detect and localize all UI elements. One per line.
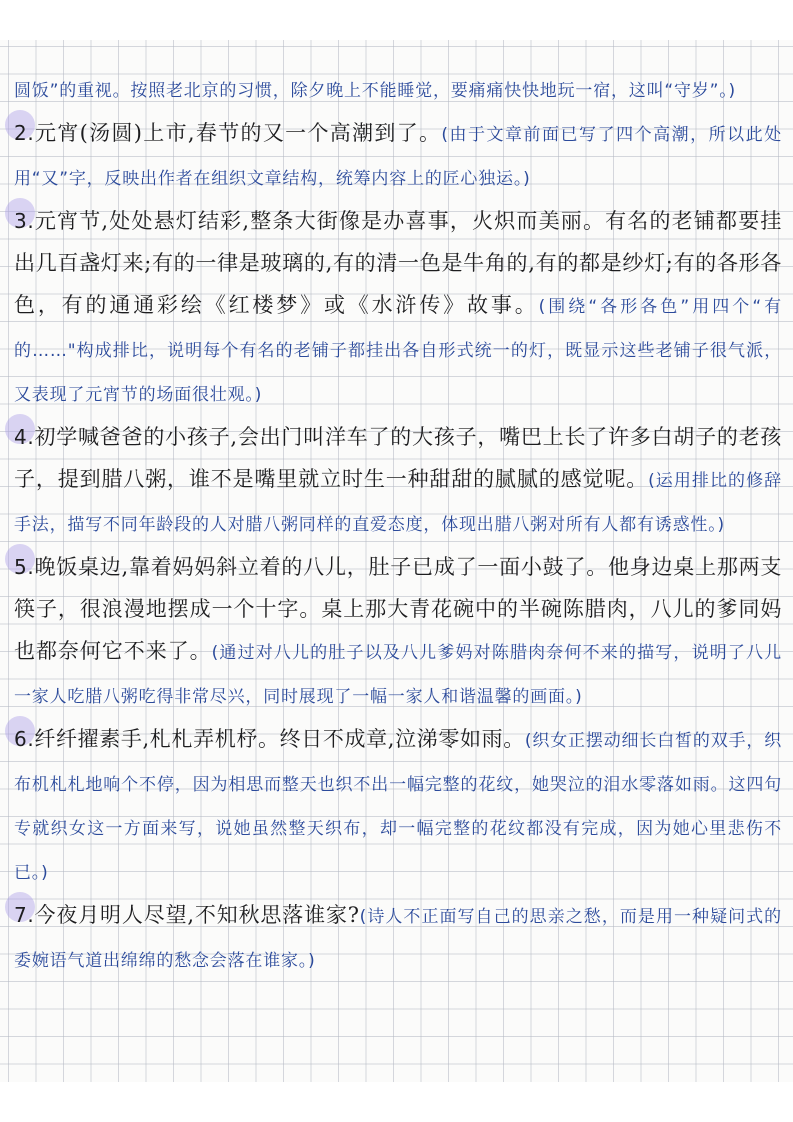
item-annotation: (由于文章前面已写了四个高潮，所以此处用“又”字，反映出作者在组织文章结构，统筹内容上的匠心独运。) [14, 125, 782, 189]
item-sentence: 元宵节,处处悬灯结彩,整条大街像是办喜事，火炽而美丽。有名的老铺都要挂出几百盏灯来;有的一律是玻璃的,有的清一色是牛角的,有的都是纱灯;有的各形各色，有的通通彩绘《红楼梦》或《水浒传》故事。 [14, 209, 782, 317]
item-number-badge: 2. [14, 112, 34, 154]
item-4 [14, 416, 782, 546]
item-annotation: (织女正摆动细长白皙的双手，织布机札札地响个不停，因为相思而整天也织不出一幅完整的花纹，她哭泣的泪水零落如雨。这四句专就织女这一方面来写，说她虽然整天织布，却一幅完整的花纹都没有完成，因为她心里悲伤不已。) [14, 731, 782, 883]
item-6 [14, 718, 782, 894]
item-annotation: (运用排比的修辞手法，描写不同年龄段的人对腊八粥同样的直爱态度，体现出腊八粥对所有人都有诱惑性。) [14, 471, 782, 535]
item-5 [14, 546, 782, 718]
item-number-badge: 4. [14, 416, 34, 458]
item-number-badge: 5. [14, 546, 34, 588]
item-number-badge: 3. [14, 200, 34, 242]
item-2 [14, 112, 782, 200]
item-7 [14, 894, 782, 982]
item-3 [14, 200, 782, 416]
item-number-badge: 6. [14, 718, 34, 760]
grid-notebook-page [0, 40, 793, 1082]
item-sentence: 纤纤擢素手,札札弄机杼。终日不成章,泣涕零如雨。 [34, 727, 525, 751]
item-sentence: 初学喊爸爸的小孩子,会出门叫洋车了的大孩子，嘴巴上长了许多白胡子的老孩子，提到腊八粥，谁不是嘴里就立时生一种甜甜的腻腻的感觉呢。 [14, 425, 782, 491]
item-annotation: (通过对八儿的肚子以及八儿爹妈对陈腊肉奈何不来的描写，说明了八儿一家人吃腊八粥吃得非常尽兴，同时展现了一幅一家人和谐温馨的画面。) [14, 643, 782, 707]
item-sentence: 晚饭桌边,靠着妈妈斜立着的八儿，肚子已成了一面小鼓了。他身边桌上那两支筷子，很浪漫地摆成一个十字。桌上那大青花碗中的半碗陈腊肉，八儿的爹同妈也都奈何它不来了。 [14, 555, 782, 663]
intro-paragraph [14, 68, 782, 112]
intro-annotation: 圆饭”的重视。按照老北京的习惯，除夕晚上不能睡觉，要痛痛快快地玩一宿，这叫“守岁”。) [14, 81, 736, 101]
item-sentence: 今夜月明人尽望,不知秋思落谁家? [34, 903, 360, 927]
item-number-badge: 7. [14, 894, 34, 936]
item-annotation: (围绕“各形各色”用四个“有的……"构成排比，说明每个有名的老铺子都挂出各自形式统一的灯，既显示这些老铺子很气派，又表现了元宵节的场面很壮观。) [14, 297, 782, 405]
item-sentence: 元宵(汤圆)上市,春节的又一个高潮到了。 [34, 121, 442, 145]
item-annotation: (诗人不正面写自己的思亲之愁，而是用一种疑问式的委婉语气道出绵绵的愁念会落在谁家。) [14, 907, 782, 971]
notes-content [14, 68, 782, 982]
